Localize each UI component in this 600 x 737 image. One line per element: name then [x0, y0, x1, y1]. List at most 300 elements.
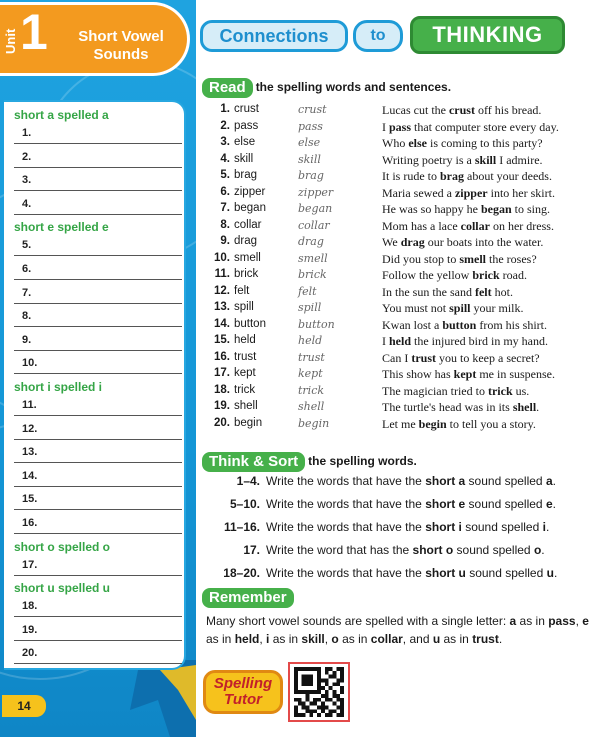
remember-phrase: .	[498, 632, 503, 646]
qr-module	[332, 682, 336, 686]
qr-module	[309, 702, 313, 706]
spelling-word: shell	[234, 400, 258, 412]
remember-keyword: a	[509, 614, 517, 628]
qr-module	[332, 675, 336, 679]
sentence-keyword: else	[408, 136, 427, 150]
word-number: 9.	[220, 235, 230, 247]
answer-line-number: 16.	[22, 517, 38, 529]
word-row	[202, 252, 594, 268]
word-number: 20.	[214, 416, 230, 429]
task-phrase: .	[552, 474, 556, 488]
task-phrase: .	[545, 520, 550, 534]
sentence-text: to sing.	[511, 202, 551, 216]
example-sentence	[382, 186, 555, 201]
answer-line-number: 2.	[22, 150, 32, 163]
answer-line-number: 11.	[22, 399, 37, 411]
remember-keyword: skill	[301, 632, 325, 646]
task-phrase: sound spelled	[465, 474, 546, 488]
answer-line-number: 12.	[22, 422, 38, 435]
qr-module	[325, 671, 329, 675]
word-row	[202, 235, 594, 251]
qr-module	[340, 675, 344, 679]
answer-line[interactable]	[14, 465, 182, 487]
spelling-tutor-logo[interactable]	[203, 670, 283, 714]
sentence-keyword: kept	[453, 367, 477, 381]
task-phrase: Write the words that have the	[266, 474, 426, 488]
cursive-word: brag	[298, 169, 324, 182]
remember-phrase: , and	[402, 632, 433, 646]
sentence-keyword: trust	[411, 350, 436, 365]
task-keyword: short i	[425, 520, 462, 534]
task-keyword: short a	[425, 474, 466, 488]
sentence-keyword: brag	[440, 169, 464, 183]
qr-module	[321, 679, 325, 683]
sentence-text: He was so happy he	[382, 202, 481, 216]
sort-group-label: short e spelled e	[14, 220, 109, 235]
task-range: 11–16.	[223, 520, 260, 534]
example-sentence	[382, 103, 541, 118]
qr-module	[306, 667, 310, 671]
sentence-text: is coming to this party?	[426, 136, 543, 150]
word-row	[202, 120, 594, 136]
qr-module	[340, 709, 344, 713]
unit-badge	[0, 2, 196, 78]
spelling-word: spill	[234, 301, 254, 313]
cursive-word: else	[298, 136, 321, 149]
remember-keyword: pass	[548, 614, 576, 628]
remember-phrase: as in	[516, 614, 549, 628]
task-keyword: e	[545, 497, 553, 511]
lightning-decoration	[100, 660, 196, 737]
word-number: 19.	[214, 400, 230, 412]
spelling-word: begin	[234, 416, 263, 429]
qr-module	[294, 709, 298, 713]
answer-line[interactable]	[14, 329, 182, 351]
sentence-keyword: held	[389, 334, 412, 348]
sort-task	[202, 497, 592, 515]
word-row	[202, 301, 594, 317]
example-sentence	[382, 136, 543, 151]
qr-module	[332, 671, 336, 675]
example-sentence	[382, 384, 529, 399]
word-number: 5.	[220, 169, 230, 181]
task-phrase: .	[541, 543, 545, 557]
word-row	[202, 400, 594, 416]
qr-module	[313, 709, 317, 713]
example-sentence	[382, 268, 527, 283]
qr-module	[340, 671, 344, 675]
answer-line-number: 13.	[22, 446, 38, 459]
sentence-text: This show has	[382, 367, 454, 381]
sentence-text: Maria sewed a	[382, 185, 455, 200]
remember-keyword: e	[582, 614, 589, 628]
word-row	[202, 334, 594, 350]
word-row	[202, 417, 594, 433]
sentence-text: road.	[499, 268, 527, 282]
sentence-text: into her skirt.	[487, 185, 555, 200]
spelling-word: smell	[234, 251, 261, 264]
answer-line[interactable]	[14, 441, 182, 463]
word-row	[202, 318, 594, 334]
cursive-word: began	[298, 202, 333, 215]
answer-line[interactable]	[14, 305, 182, 327]
qr-module	[294, 705, 298, 709]
sentence-keyword: spill	[449, 301, 471, 315]
qr-module	[317, 690, 321, 694]
example-sentence	[382, 318, 547, 333]
spelling-word: trick	[234, 383, 256, 396]
remember-keyword: held	[234, 632, 260, 646]
answer-line[interactable]	[14, 122, 182, 144]
sort-group-label: short o spelled o	[14, 539, 111, 554]
sentence-keyword: drag	[400, 235, 425, 249]
qr-module	[325, 713, 329, 717]
answer-line[interactable]	[14, 394, 182, 416]
task-keyword: short u	[425, 566, 466, 580]
spelling-word: trust	[234, 350, 257, 363]
qr-module	[306, 694, 310, 698]
answer-line[interactable]	[14, 234, 182, 256]
qr-module	[294, 679, 298, 683]
cursive-word: crust	[298, 103, 327, 116]
sentence-keyword: collar	[460, 218, 490, 233]
word-number: 16.	[214, 350, 230, 363]
title-to: to	[353, 20, 403, 52]
qr-module	[336, 694, 340, 698]
sentence-text: off his bread.	[474, 103, 542, 117]
sentence-text: Follow the yellow	[382, 268, 473, 282]
spelling-word: collar	[234, 218, 262, 231]
word-row	[202, 268, 594, 284]
cursive-word: spill	[298, 301, 322, 314]
word-number: 2.	[220, 119, 230, 132]
cursive-word: brick	[298, 268, 327, 281]
word-number: 10.	[214, 251, 230, 264]
qr-module	[309, 682, 313, 686]
remember-text	[206, 612, 590, 648]
qr-module	[306, 675, 310, 679]
task-phrase: Write the words that have the	[266, 566, 426, 580]
word-row	[202, 103, 594, 119]
qr-module	[325, 667, 329, 671]
task-phrase: sound spelled	[453, 543, 534, 557]
cursive-word: kept	[298, 367, 323, 380]
sentence-text: from his shirt.	[476, 317, 548, 332]
spelling-word: brick	[234, 268, 259, 280]
sort-answer-box	[4, 100, 186, 670]
sort-group-label: short i spelled i	[14, 380, 103, 394]
example-sentence	[382, 252, 537, 267]
qr-module	[340, 713, 344, 717]
spelling-word: held	[234, 334, 256, 346]
qr-module	[309, 709, 313, 713]
qr-module	[302, 702, 306, 706]
sentence-keyword: button	[442, 317, 477, 332]
word-number: 8.	[220, 218, 230, 231]
sentence-text: Who	[382, 136, 409, 150]
answer-line-number: 6.	[22, 263, 32, 275]
word-row	[202, 351, 594, 367]
answer-line[interactable]	[14, 352, 182, 374]
sentence-text: .	[536, 400, 540, 414]
cursive-word: smell	[298, 251, 328, 265]
qr-module	[325, 690, 329, 694]
cursive-word: trick	[298, 383, 325, 397]
qr-module	[294, 675, 298, 679]
sentence-keyword: begin	[418, 416, 447, 431]
qr-module	[309, 690, 313, 694]
sentence-keyword: began	[480, 202, 512, 216]
sentence-text: Let me	[382, 416, 419, 431]
spelling-word: else	[234, 136, 256, 148]
remember-phrase: as in	[269, 632, 302, 646]
answer-line-number: 3.	[22, 174, 32, 187]
spelling-word: button	[234, 317, 266, 330]
sentence-text: In the sun the sand	[382, 284, 475, 299]
task-phrase: .	[553, 566, 558, 580]
sentence-keyword: felt	[474, 284, 492, 299]
qr-module	[325, 694, 329, 698]
qr-module	[325, 698, 329, 702]
remember-phrase: Many short vowel sounds are spelled with a single letter:	[206, 614, 510, 628]
qr-module	[294, 682, 298, 686]
qr-module	[294, 686, 298, 690]
cursive-word: begin	[298, 416, 330, 430]
sentence-text: Did you stop to	[382, 251, 460, 266]
sort-task	[202, 543, 592, 561]
remember-keyword: trust	[472, 632, 499, 646]
qr-module	[336, 679, 340, 683]
answer-line[interactable]	[14, 169, 182, 191]
cursive-word: drag	[298, 235, 324, 248]
cursive-word: skill	[298, 152, 321, 166]
word-row	[202, 285, 594, 301]
sentence-keyword: smell	[459, 251, 487, 266]
sentence-text: Writing poetry is a	[382, 152, 475, 167]
read-instruction: the spelling words and sentences.	[255, 80, 452, 94]
sentence-text: about your deeds.	[464, 169, 552, 183]
answer-line-number: 15.	[22, 493, 38, 506]
sentence-text: I	[382, 119, 389, 134]
qr-code-icon[interactable]	[288, 662, 350, 722]
example-sentence	[382, 400, 539, 415]
task-range: 1–4.	[236, 474, 260, 488]
sentence-text: me in suspense.	[476, 367, 555, 381]
sort-task	[202, 566, 592, 584]
answer-line[interactable]	[14, 619, 182, 641]
qr-module	[298, 698, 302, 702]
answer-line[interactable]	[14, 258, 182, 280]
tutor-line1: Spelling	[213, 675, 273, 692]
answer-line[interactable]	[14, 488, 182, 510]
word-row	[202, 169, 594, 185]
qr-module	[332, 694, 336, 698]
qr-module	[302, 675, 306, 679]
spelling-word: drag	[234, 235, 258, 247]
word-number: 4.	[220, 152, 230, 165]
qr-module	[329, 667, 333, 671]
cursive-word: held	[298, 334, 323, 347]
read-header	[202, 78, 451, 100]
qr-module	[313, 667, 317, 671]
task-range: 18–20.	[223, 566, 260, 580]
remember-header	[202, 588, 294, 610]
word-row	[202, 136, 594, 152]
sort-task	[202, 520, 592, 538]
unit-number: 1	[20, 4, 48, 60]
qr-module	[302, 690, 306, 694]
word-number: 7.	[220, 202, 230, 214]
cursive-word: shell	[298, 400, 325, 413]
word-number: 1.	[220, 103, 230, 115]
spelling-word: began	[234, 202, 266, 214]
word-number: 14.	[214, 317, 230, 330]
sentence-keyword: skill	[474, 152, 497, 167]
sentence-keyword: shell	[512, 400, 537, 414]
remember-phrase: as in	[338, 632, 371, 646]
answer-line-number: 9.	[22, 333, 32, 346]
qr-module	[298, 702, 302, 706]
qr-module	[336, 705, 340, 709]
qr-module	[329, 713, 333, 717]
qr-module	[294, 713, 298, 717]
qr-module	[306, 682, 310, 686]
sentence-keyword: crust	[448, 103, 475, 117]
sentence-text: The turtle's head was in its	[382, 400, 513, 414]
qr-module	[309, 713, 313, 717]
spelling-word: felt	[234, 284, 250, 297]
qr-module	[336, 713, 340, 717]
qr-module	[306, 705, 310, 709]
sort-group-label: short u spelled u	[14, 581, 111, 596]
answer-line-number: 5.	[22, 239, 32, 252]
sentence-text: our boats into the water.	[424, 235, 544, 249]
qr-module	[313, 698, 317, 702]
qr-module	[306, 679, 310, 683]
word-number: 18.	[214, 383, 230, 396]
qr-module	[321, 686, 325, 690]
sentence-keyword: zipper	[454, 185, 488, 200]
qr-module	[306, 698, 310, 702]
example-sentence	[382, 202, 550, 217]
answer-line-number: 4.	[22, 197, 32, 210]
example-sentence	[382, 351, 540, 366]
qr-module	[317, 671, 321, 675]
answer-line[interactable]	[14, 193, 182, 215]
remember-phrase: as in	[206, 632, 235, 646]
word-number: 11.	[214, 268, 230, 280]
word-number: 13.	[214, 301, 230, 313]
spelling-word: kept	[234, 367, 256, 379]
sentence-keyword: pass	[389, 119, 412, 134]
sentence-text: the roses?	[486, 251, 537, 266]
qr-module	[317, 713, 321, 717]
spelling-word: crust	[234, 103, 259, 115]
answer-line[interactable]	[14, 512, 182, 534]
word-number: 12.	[214, 284, 230, 297]
remember-phrase: as in	[440, 632, 473, 646]
sentence-text: your milk.	[470, 301, 524, 315]
qr-module	[340, 690, 344, 694]
qr-module	[340, 698, 344, 702]
tutor-line2: Tutor	[223, 691, 263, 708]
task-phrase: sound spelled	[461, 520, 543, 534]
qr-module	[317, 675, 321, 679]
cursive-word: button	[298, 317, 335, 331]
answer-line-number: 17.	[22, 558, 38, 571]
word-number: 3.	[220, 136, 230, 148]
cursive-word: pass	[298, 119, 323, 133]
sentence-text: Mom has a lace	[382, 218, 461, 233]
word-row	[202, 153, 594, 169]
task-keyword: u	[546, 566, 554, 580]
sort-task	[202, 474, 592, 492]
answer-line[interactable]	[14, 642, 182, 664]
title-thinking: THINKING	[410, 16, 565, 54]
qr-module	[340, 702, 344, 706]
think-sort-instruction: the spelling words.	[308, 454, 417, 468]
word-number: 6.	[220, 185, 230, 198]
read-pill: Read	[202, 78, 253, 98]
spelling-word: skill	[234, 152, 254, 165]
example-sentence	[382, 417, 536, 432]
cursive-word: felt	[298, 284, 317, 298]
qr-module	[325, 682, 329, 686]
task-text	[266, 520, 549, 534]
sentence-text: You must not	[382, 301, 450, 315]
qr-module	[298, 690, 302, 694]
word-row	[202, 384, 594, 400]
qr-module	[340, 679, 344, 683]
task-keyword: i	[542, 520, 546, 534]
qr-module	[321, 705, 325, 709]
answer-line-number: 7.	[22, 286, 32, 299]
example-sentence	[382, 235, 543, 250]
example-sentence	[382, 219, 554, 234]
think-sort-pill: Think & Sort	[202, 452, 305, 472]
qr-module	[329, 709, 333, 713]
example-sentence	[382, 301, 524, 316]
word-number: 15.	[214, 334, 230, 346]
qr-module	[340, 705, 344, 709]
task-phrase: .	[552, 497, 556, 511]
unit-title: Short Vowel Sounds	[78, 28, 164, 63]
sentence-text: that computer store every day.	[411, 119, 559, 134]
answer-line[interactable]	[14, 282, 182, 304]
sentence-text: the injured bird in my hand.	[411, 334, 548, 348]
qr-module	[321, 694, 325, 698]
spelling-word: zipper	[234, 185, 266, 198]
answer-line[interactable]	[14, 418, 182, 440]
task-text	[266, 543, 545, 557]
task-text	[266, 497, 556, 511]
qr-module	[294, 671, 298, 675]
qr-module	[298, 667, 302, 671]
qr-module	[332, 709, 336, 713]
remember-pill: Remember	[202, 588, 294, 608]
task-keyword: short o	[412, 543, 454, 557]
qr-module	[321, 709, 325, 713]
task-phrase: Write the words that have the	[266, 497, 426, 511]
answer-line[interactable]	[14, 554, 182, 576]
answer-line[interactable]	[14, 146, 182, 168]
qr-module	[329, 698, 333, 702]
sentence-text: I	[382, 334, 389, 348]
answer-line[interactable]	[14, 595, 182, 617]
answer-line-number: 10.	[22, 357, 38, 370]
example-sentence	[382, 169, 552, 184]
page-number: 14	[2, 695, 46, 717]
